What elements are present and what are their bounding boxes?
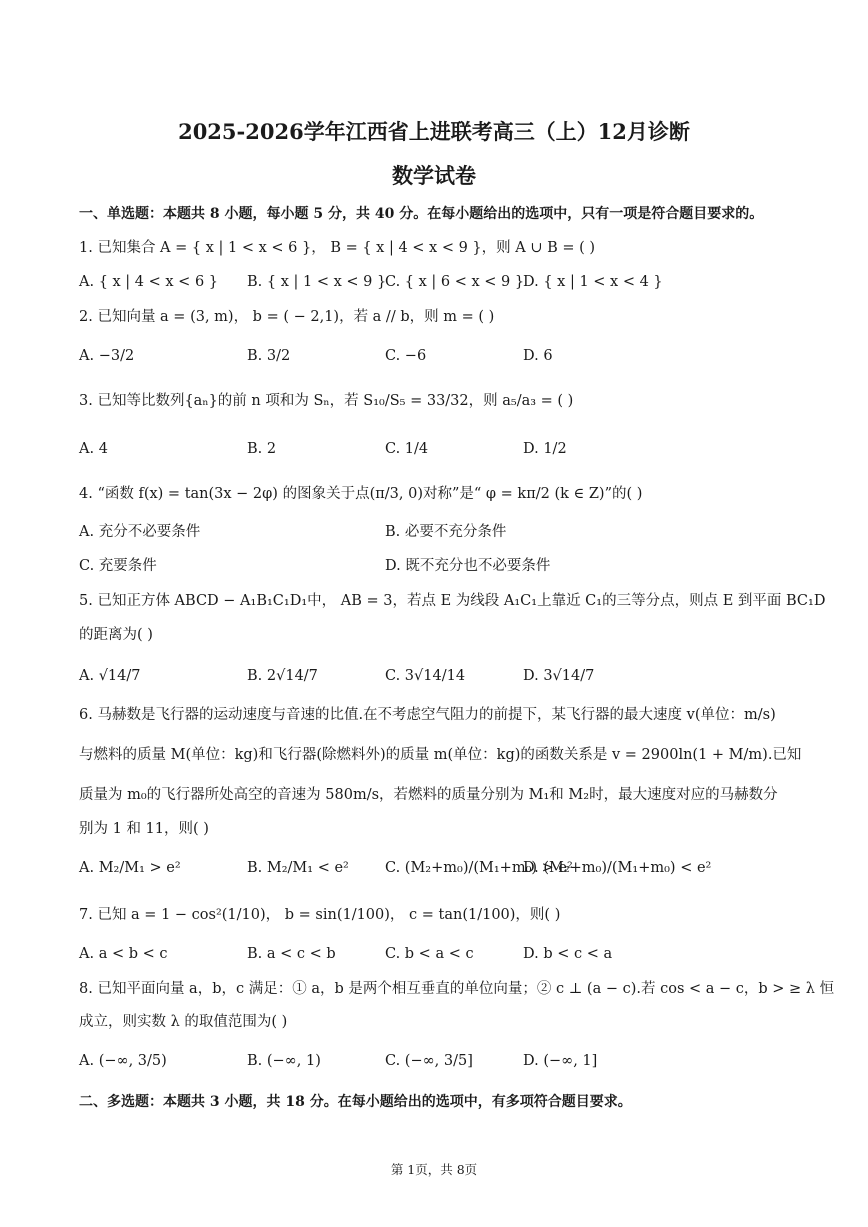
question-1-stem: 1. 已知集合 A = { x | 1 < x < 6 }， B = { x | 4 < x < 9 }，则 A ∪ B = ( ) — [79, 240, 596, 256]
question-2-stem: 2. 已知向量 a = (3, m)， b = ( − 2,1)，若 a // b，则 m = ( ) — [79, 309, 495, 325]
question-5-option-c: C. 3√14/14 — [385, 668, 466, 684]
question-7-option-d: D. b < c < a — [523, 946, 613, 962]
page-number: 第 1页，共 8页 — [390, 1162, 478, 1177]
question-2-option-b: B. 3/2 — [247, 348, 291, 364]
question-5-option-b: B. 2√14/7 — [247, 668, 318, 684]
question-8-option-c: C. (−∞, 3/5] — [385, 1053, 473, 1069]
question-6-option-d: D. (M₂+m₀)/(M₁+m₀) < e² — [523, 860, 712, 876]
question-3-option-a: A. 4 — [79, 441, 108, 457]
question-6-stem-line-3: 质量为 m₀的飞行器所处高空的音速为 580m/s，若燃料的质量分别为 M₁和 M₂时，最大速度对应的马赫数分 — [79, 787, 778, 803]
section-heading-single-choice: 一、单选题：本题共 8 小题，每小题 5 分，共 40 分。在每小题给出的选项中，只有一项是符合题目要求的。 — [79, 206, 764, 222]
question-5-option-a: A. √14/7 — [79, 668, 141, 684]
question-1-option-d: D. { x | 1 < x < 4 } — [523, 274, 663, 290]
question-6-stem-line-1: 6. 马赫数是飞行器的运动速度与音速的比值.在不考虑空气阻力的前提下，某飞行器的最大速度 v(单位：m/s) — [79, 707, 776, 723]
question-3-option-c: C. 1/4 — [385, 441, 429, 457]
question-4-option-d: D. 既不充分也不必要条件 — [385, 558, 551, 574]
question-4-option-a: A. 充分不必要条件 — [79, 524, 201, 540]
question-6-option-b: B. M₂/M₁ < e² — [247, 860, 349, 876]
section-heading-multiple-choice: 二、多选题：本题共 3 小题，共 18 分。在每小题给出的选项中，有多项符合题目要求。 — [79, 1094, 632, 1110]
question-8-stem-line-1: 8. 已知平面向量 a，b，c 满足：① a，b 是两个相互垂直的单位向量；② c ⊥ (a − c).若 cos < a − c，b > ≥ λ 恒 — [79, 981, 835, 997]
question-7-option-c: C. b < a < c — [385, 946, 474, 962]
question-6-stem-line-2: 与燃料的质量 M(单位：kg)和飞行器(除燃料外)的质量 m(单位：kg)的函数关系是 v = 2900ln(1 + M/m).已知 — [79, 747, 802, 763]
question-8-option-b: B. (−∞, 1) — [247, 1053, 321, 1069]
question-4-option-b: B. 必要不充分条件 — [385, 524, 507, 540]
question-1-option-c: C. { x | 6 < x < 9 } — [385, 274, 525, 290]
question-6-option-c: C. (M₂+m₀)/(M₁+m₀) > e² — [385, 860, 573, 876]
question-7-stem: 7. 已知 a = 1 − cos²(1/10)， b = sin(1/100)， c = tan(1/100)，则( ) — [79, 907, 561, 923]
question-2-option-d: D. 6 — [523, 348, 553, 364]
question-5-stem-line-1: 5. 已知正方体 ABCD − A₁B₁C₁D₁中， AB = 3，若点 E 为线段 A₁C₁上靠近 C₁的三等分点，则点 E 到平面 BC₁D — [79, 593, 826, 609]
question-4-option-c: C. 充要条件 — [79, 558, 157, 574]
question-3-option-d: D. 1/2 — [523, 441, 567, 457]
question-5-option-d: D. 3√14/7 — [523, 668, 595, 684]
question-1-option-b: B. { x | 1 < x < 9 } — [247, 274, 387, 290]
question-4-stem: 4. “函数 f(x) = tan(3x − 2φ) 的图象关于点(π/3, 0)对称”是“ φ = kπ/2 (k ∈ Z)”的( ) — [79, 486, 643, 502]
question-6-stem-line-4: 别为 1 和 11，则( ) — [79, 821, 209, 837]
question-8-option-d: D. (−∞, 1] — [523, 1053, 598, 1069]
page-subtitle: 数学试卷 — [392, 163, 476, 188]
question-8-option-a: A. (−∞, 3/5) — [79, 1053, 167, 1069]
question-2-option-c: C. −6 — [385, 348, 427, 364]
question-8-stem-line-2: 成立，则实数 λ 的取值范围为( ) — [79, 1014, 288, 1030]
question-3-stem: 3. 已知等比数列{aₙ}的前 n 项和为 Sₙ，若 S₁₀/S₅ = 33/32，则 a₅/a₃ = ( ) — [79, 393, 574, 409]
question-3-option-b: B. 2 — [247, 441, 277, 457]
question-6-option-a: A. M₂/M₁ > e² — [79, 860, 181, 876]
page-title: 2025-2026学年江西省上进联考高三（上）12月诊断 — [178, 119, 690, 144]
question-5-stem-line-2: 的距离为( ) — [79, 627, 153, 643]
question-1-option-a: A. { x | 4 < x < 6 } — [79, 274, 219, 290]
question-7-option-a: A. a < b < c — [79, 946, 168, 962]
question-2-option-a: A. −3/2 — [79, 348, 135, 364]
question-7-option-b: B. a < c < b — [247, 946, 336, 962]
